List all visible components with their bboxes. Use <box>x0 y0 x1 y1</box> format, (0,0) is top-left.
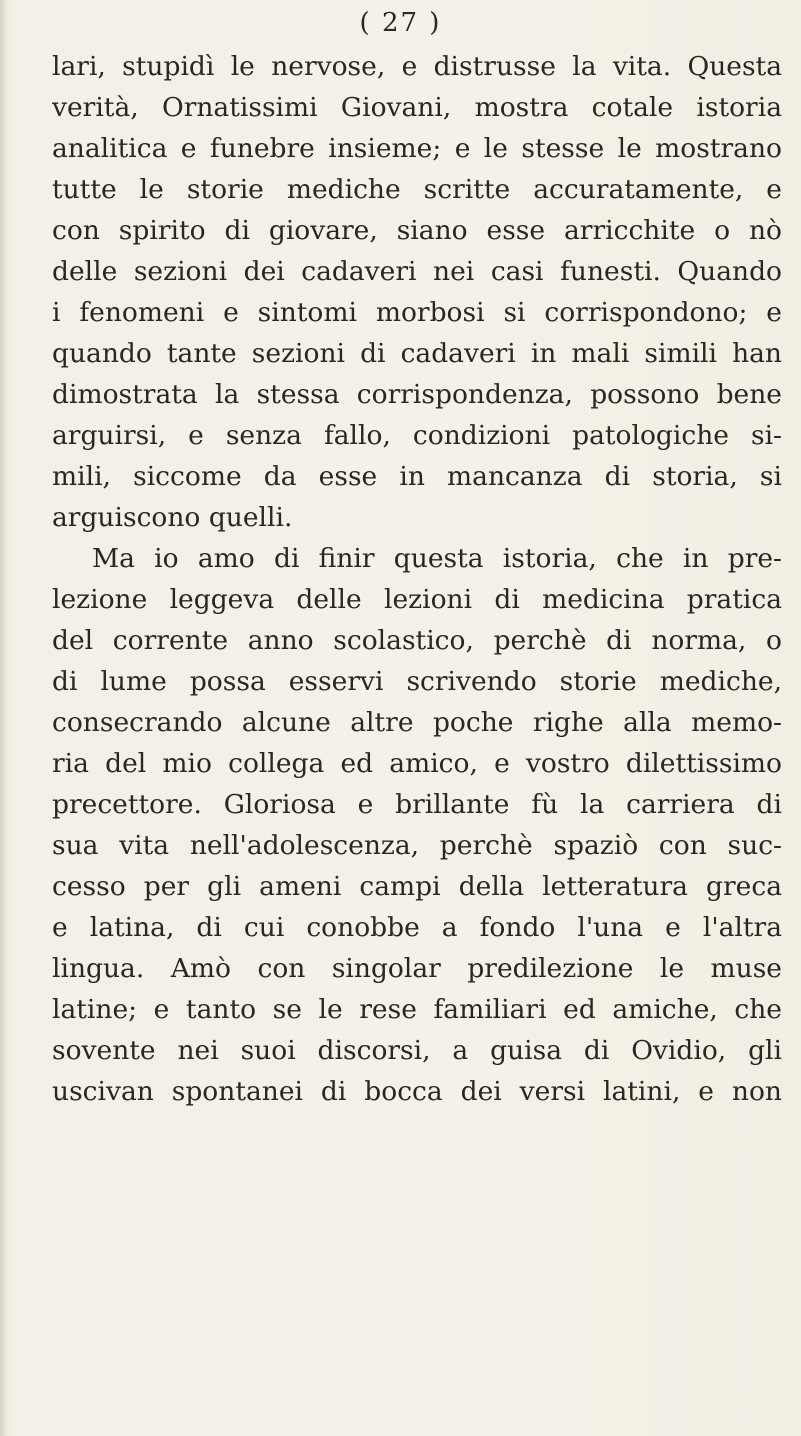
text-line: del corrente anno scolastico, perchè di norma, o <box>52 625 782 656</box>
text-line: e latina, di cui conobbe a fondo l'una e l'altra <box>52 912 782 943</box>
text-line: lezione leggeva delle lezioni di medicina pratica <box>52 584 782 615</box>
text-line: quando tante sezioni di cadaveri in mali simili han <box>52 338 782 369</box>
body-text <box>52 46 782 1112</box>
text-line: uscivan spontanei di bocca dei versi latini, e non <box>52 1076 782 1107</box>
page-number: ( 27 ) <box>359 8 442 38</box>
text-line: sovente nei suoi discorsi, a guisa di Ovidio, gli <box>52 1035 782 1066</box>
text-line: tutte le storie mediche scritte accuratamente, e <box>52 174 782 205</box>
text-line: ria del mio collega ed amico, e vostro dilettissimo <box>52 748 782 779</box>
text-line: lari, stupidì le nervose, e distrusse la vita. Questa <box>52 51 782 82</box>
text-line: cesso per gli ameni campi della letteratura greca <box>52 871 782 902</box>
text-line: precettore. Gloriosa e brillante fù la carriera di <box>52 789 782 820</box>
text-line: i fenomeni e sintomi morbosi si corrispondono; e <box>52 297 782 328</box>
text-line: mili, siccome da esse in mancanza di storia, si <box>52 461 782 492</box>
text-line: consecrando alcune altre poche righe alla memo- <box>52 707 782 738</box>
text-line: arguirsi, e senza fallo, condizioni patologiche si- <box>52 420 782 451</box>
text-line: dimostrata la stessa corrispondenza, possono bene <box>52 379 782 410</box>
page-gutter <box>0 0 6 1436</box>
text-line: latine; e tanto se le rese familiari ed amiche, che <box>52 994 782 1025</box>
text-line: verità, Ornatissimi Giovani, mostra cotale istoria <box>52 92 782 123</box>
text-line: analitica e funebre insieme; e le stesse le mostrano <box>52 133 782 164</box>
paragraph-start-line: Ma io amo di finir questa istoria, che in pre- <box>92 543 782 574</box>
paragraph-end-line: arguiscono quelli. <box>52 502 293 533</box>
text-line: di lume possa esservi scrivendo storie mediche, <box>52 666 782 697</box>
text-line: delle sezioni dei cadaveri nei casi funesti. Quando <box>52 256 782 287</box>
text-line: con spirito di giovare, siano esse arricchite o nò <box>52 215 782 246</box>
text-line: sua vita nell'adolescenza, perchè spaziò con suc- <box>52 830 782 861</box>
text-line: lingua. Amò con singolar predilezione le muse <box>52 953 782 984</box>
